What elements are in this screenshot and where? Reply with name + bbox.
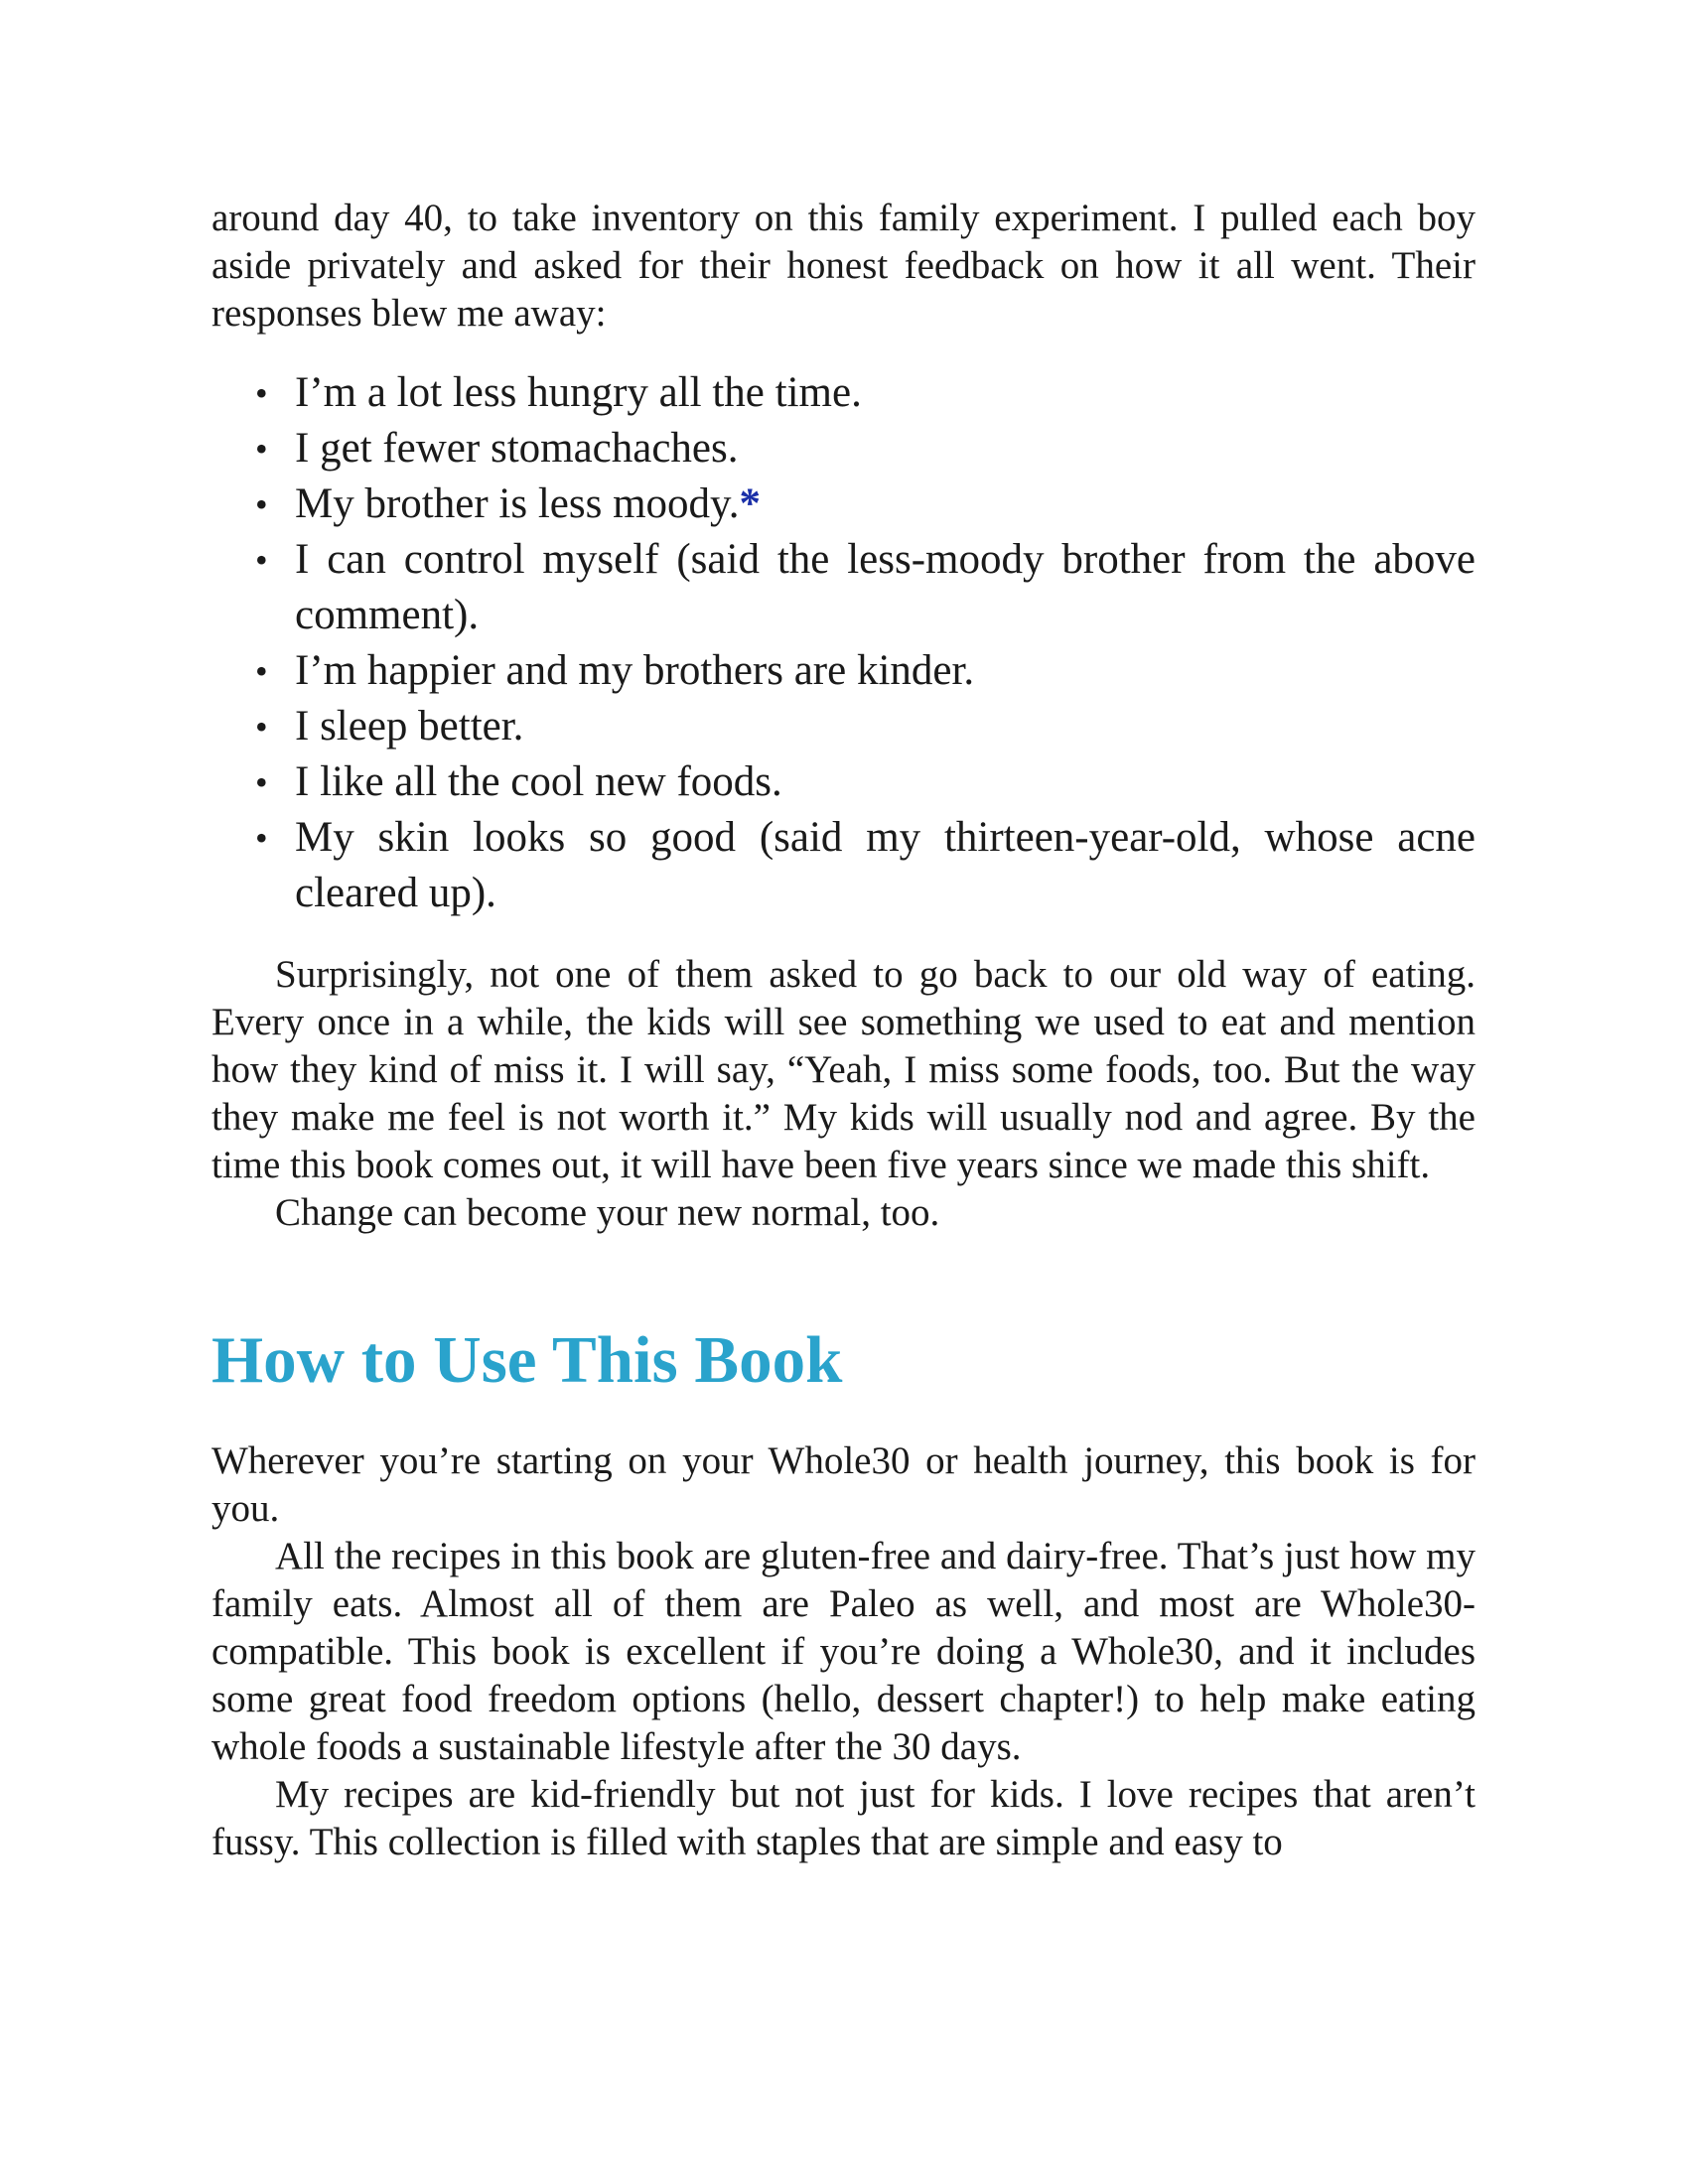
feedback-text: My skin looks so good (said my thirteen-year-old, whose acne cleared up). <box>295 814 1476 916</box>
feedback-text: I like all the cool new foods. <box>295 758 782 805</box>
section-paragraph: My recipes are kid-friendly but not just for kids. I love recipes that aren’t fussy. This collection is filled with staples that are simple and easy to <box>211 1773 1476 1863</box>
section-heading: How to Use This Book <box>211 1323 843 1397</box>
feedback-text: My brother is less moody. <box>295 480 740 527</box>
feedback-item <box>211 532 1476 643</box>
bullet-icon: • <box>255 651 268 691</box>
bullet-icon: • <box>255 707 268 747</box>
feedback-item <box>211 754 1476 810</box>
feedback-text: I get fewer stomachaches. <box>295 425 739 472</box>
feedback-text: I can control myself (said the less-moody brother from the above comment). <box>295 536 1476 638</box>
body-paragraph: Surprisingly, not one of them asked to go back to our old way of eating. Every once in a while, the kids will see something we used to eat and mention how they kind of miss it. I will say, “Yeah, I miss some foods, too. But the way they make me feel is not worth it.” My kids will usually nod and agree. By the time this book comes out, it will have been five years since we made this shift. <box>211 953 1476 1186</box>
bullet-icon: • <box>255 484 268 524</box>
section-paragraph: All the recipes in this book are gluten-free and dairy-free. That’s just how my family eats. Almost all of them are Paleo as well, and most are Whole30-compatible. This book is excellent if you’re doing a Whole30, and it includes some great food freedom options (hello, dessert chapter!) to help make eating whole foods a sustainable lifestyle after the 30 days. <box>211 1535 1476 1768</box>
bullet-icon: • <box>255 373 268 413</box>
bullet-icon: • <box>255 540 268 580</box>
feedback-text: I sleep better. <box>295 703 524 750</box>
feedback-item <box>211 477 1476 532</box>
bullet-icon: • <box>255 429 268 469</box>
feedback-text: I’m a lot less hungry all the time. <box>295 369 862 416</box>
bullet-icon: • <box>255 818 268 858</box>
intro-paragraph: around day 40, to take inventory on this family experiment. I pulled each boy aside privately and asked for their honest feedback on how it all went. Their responses blew me away: <box>211 197 1476 335</box>
feedback-text: I’m happier and my brothers are kinder. <box>295 647 975 694</box>
feedback-list <box>211 365 1476 921</box>
footnote-link[interactable]: * <box>739 480 761 527</box>
feedback-item <box>211 810 1476 921</box>
body-paragraph: Change can become your new normal, too. <box>275 1191 940 1234</box>
feedback-item <box>211 643 1476 699</box>
section-paragraph: Wherever you’re starting on your Whole30 or health journey, this book is for you. <box>211 1439 1476 1530</box>
book-page <box>211 195 1476 1866</box>
bullet-icon: • <box>255 762 268 802</box>
feedback-item <box>211 421 1476 477</box>
feedback-item <box>211 365 1476 421</box>
feedback-item <box>211 699 1476 754</box>
